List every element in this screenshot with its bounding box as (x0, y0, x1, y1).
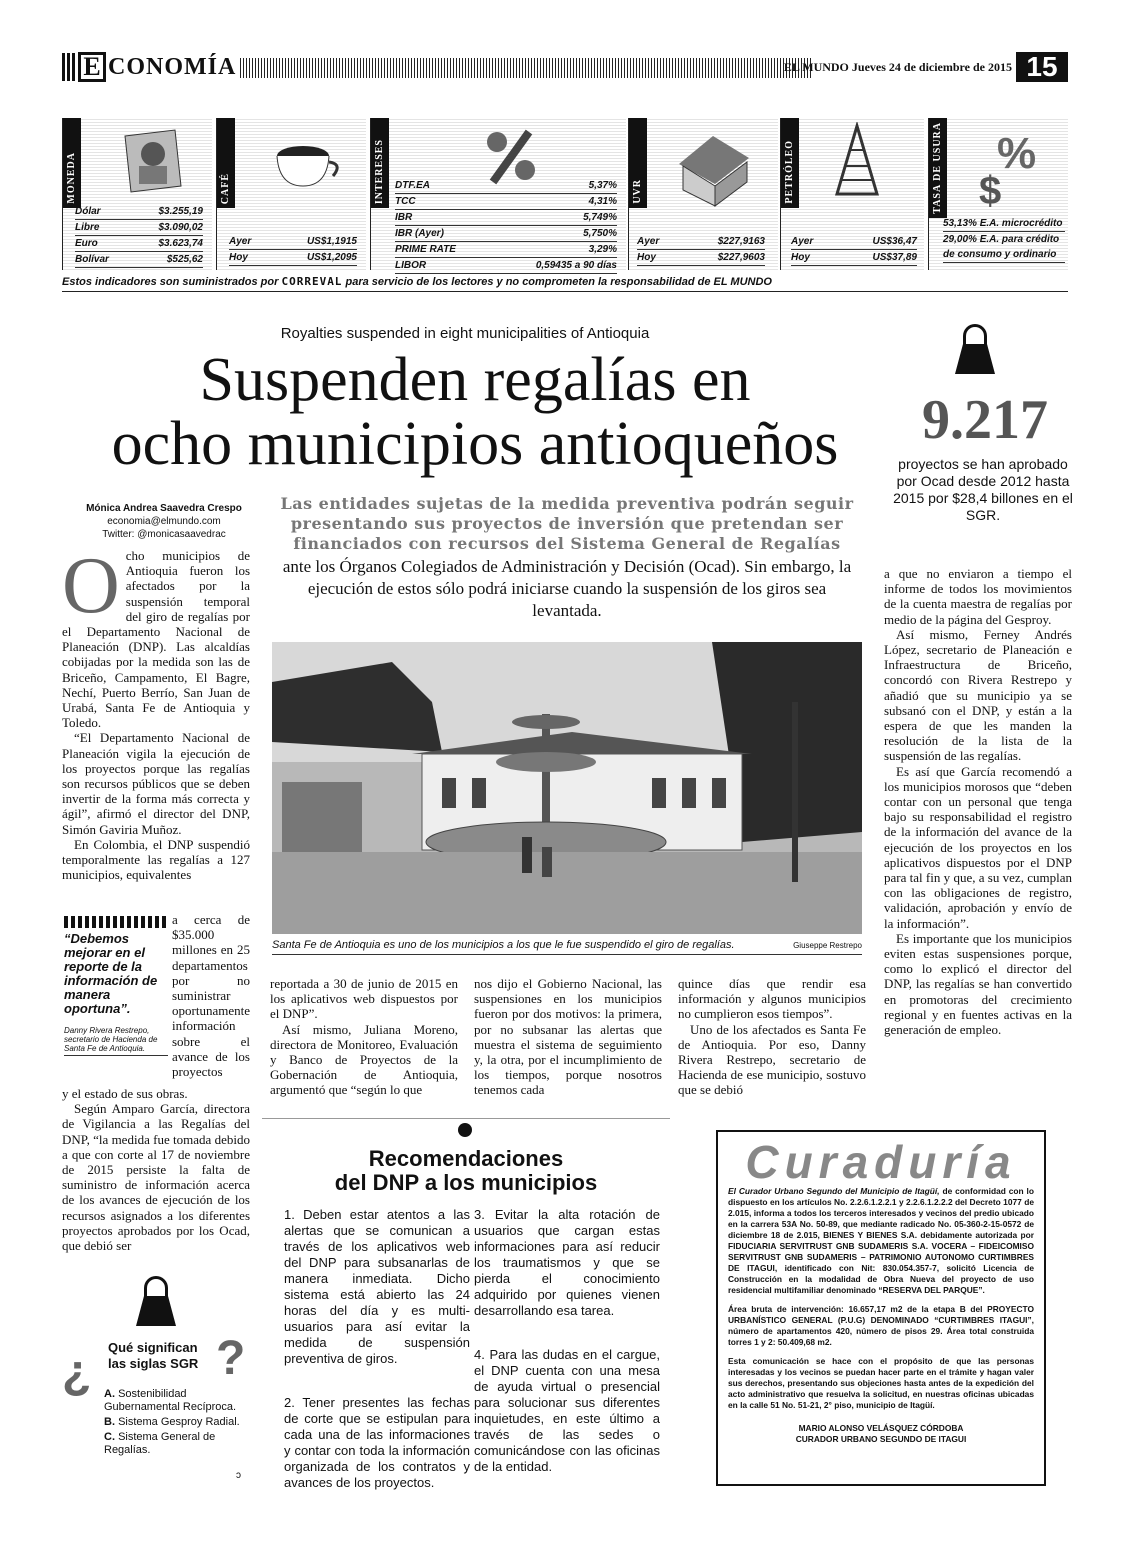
page-mark: ɔ (236, 1470, 241, 1481)
ad-body (728, 1186, 1034, 1411)
recommendation-item: 3. Evitar la alta rotación de usuarios que cargan estas informaciones para así reducir los traumatismos y que se pierda el conocimiento adquirido por quienes vienen desarrollando esa tarea. (474, 1207, 660, 1318)
oil-rig-icon (827, 122, 887, 209)
column-2 (270, 976, 458, 1098)
indicators-footer (62, 274, 1068, 292)
section-initial: E (78, 52, 106, 82)
drop-cap: O (62, 542, 120, 630)
svg-text:%: % (997, 129, 1037, 178)
intereses-row: DTF.EA 5,37% (395, 178, 617, 194)
tab-intereses: INTERESES (371, 118, 389, 208)
column-1 (62, 542, 250, 883)
petroleo-row: Hoy US$37,89 (791, 250, 917, 266)
uvr-row: Ayer $227,9163 (637, 234, 765, 250)
ad-paragraph: Área bruta de intervención: 16.657,17 m2 de la etapa B del PROYECTO URBANÍSTICO GENERAL (P.U.G) DENOMINADO “CURTIMBRES ITAGUI”, número de apartamentos 420, número de pisos 29. Área total construida torres 1 y 2: 50.409,68 m2. (728, 1304, 1034, 1347)
curaduria-ad (716, 1130, 1046, 1486)
photo-santa-fe-plaza (272, 642, 862, 934)
stat-number: 9.217 (922, 389, 1048, 451)
paragraph: cho municipios de Antioquia fueron los afectados por la suspensión temporal del giro de regalías por el Departamento Nacional de Planeación (DNP). Las alcaldías cobijadas por la medida son las de Briceño, Campamento, El Bagre, Nechí, Puerto Berrío, San Juan de Urabá, Santa Fe de Antioquia y Toledo. (62, 548, 250, 731)
paragraph: Así mismo, Ferney Andrés López, secretario de Planeación e Infraestructura de Briceño, concordó con Rivera Restrepo y añadió que su municipio ya se subsanó con el DNP, y están a la espera de que les manden la resolución de la lista de la suspensión de las regalías. (884, 626, 1072, 764)
indicators-row (62, 118, 1068, 270)
sgr-quiz (60, 1264, 250, 1494)
recommendations-title (262, 1147, 670, 1195)
paragraph: Uno de los afectados es Santa Fe de Antioquia. Por eso, Danny Rivera Restrepo, secretario de Hacienda de ese municipio, sostuvo que se debió (678, 1021, 866, 1098)
paragraph: Así mismo, Juliana Moreno, directora de Monitoreo, Evaluación y Banco de Proyectos de la Gobernación de Antioquia, argumentó que “según lo que (270, 1021, 458, 1098)
lede: ante los Órganos Colegiados de Administración y Decisión (Ocad). Sin embargo, la ejecución de estos sólo podrá iniciarse cuando la suspensión de los giros sea levantada. (282, 557, 852, 620)
photo-credit: Giuseppe Restrepo (793, 941, 862, 950)
paragraph: y el estado de sus obras. (62, 1086, 188, 1101)
caption-text: Santa Fe de Antioquia es uno de los municipios a los que le fue suspendido el giro de regalías. (272, 939, 735, 951)
panel-usura (928, 118, 1068, 270)
paragraph: Según Amparo García, directora de Vigilancia a las Regalías del DNP, “la medida fue tomada debido a que con corte al 17 de noviembre de 2015 persiste la falta de suministro de información acerca de los avances de ejecución de los recursos asignados a los diferentes proyectos aprobados por los Ocad, que debió ser (62, 1101, 250, 1254)
headline-line: ocho municipios antioqueños (111, 410, 839, 478)
moneda-row: Bolívar $525,62 (75, 252, 203, 268)
column-3 (474, 976, 662, 1098)
recommendation-item: 4. Para las dudas en el cargue, el DNP cuenta con una mesa de ayuda virtual o presencial para solucionar sus diferentes inquietudes, en este último a través de las sedes o comunicándose con las oficinas de la entidad. (474, 1347, 660, 1474)
question-mark-close-icon: ? (216, 1332, 246, 1385)
section-name: CONOMÍA (108, 54, 237, 80)
recommendation-item: 1. Deben estar atentos a las alertas que se comunican a través de los aplicativos web del DNP para subsanarlas de manera inmediata. Dicho sistema está abierto las 24 horas del día y es multi-usuarios para así evitar la medida de suspensión preventiva de giros. (284, 1207, 470, 1366)
pointer-tail-icon (924, 534, 948, 565)
binder-clip-icon (136, 1276, 176, 1328)
binder-clip-icon (955, 324, 995, 376)
panel-moneda (62, 118, 212, 270)
intereses-row: TCC 4,31% (395, 194, 617, 210)
paragraph: Es importante que los municipios eviten estas suspensiones porque, como lo explicó el director del DNP, las regalías se han convertido en promotoras del crecimiento regional y en fuentes activas en la generación de empleo. (884, 930, 1072, 1038)
quiz-option-c: C. Sistema General de Regalías. (104, 1431, 216, 1456)
usura-line: de consumo y ordinario (943, 247, 1065, 263)
recommendations-col-1 (284, 1207, 470, 1505)
footer-text: Estos indicadores son suministrados por (62, 276, 279, 288)
panel-intereses (370, 118, 626, 270)
headline (60, 348, 890, 476)
quiz-title: Qué significan las siglas SGR (108, 1340, 199, 1371)
quote-author: Danny Rivera Restrepo, secretario de Hacienda de Santa Fe de Antioquia. (64, 1026, 168, 1056)
uvr-table (637, 234, 765, 266)
usura-line: 29,00% E.A. para crédito (943, 234, 1060, 245)
paragraph: Es así que García recomendó a los municipios morosos que “deben contar con un personal que tenga bajo su responsabilidad el registro de la información del avance de la ejecución de los proyectos en los aplicativos dispuestos por el DNP para tal fin y que, a su vez, cumplan con las obligaciones de registro, validación, aprobación y envío de la información”. (884, 763, 1072, 931)
stat-caption: proyectos se han aprobado por Ocad desde 2012 hasta 2015 por $28,4 billones en el SGR. (893, 456, 1073, 523)
author-email: economia@elmundo.com (107, 516, 221, 527)
intereses-table (395, 178, 617, 274)
signer-title: CURADOR URBANO SEGUNDO DE ITAGUI (795, 1434, 967, 1444)
paper-date: EL MUNDO Jueves 24 de diciembre de 2015 (783, 60, 1012, 74)
paragraph: En Colombia, el DNP suspendió temporalmente las regalías a 127 municipios, equivalentes (62, 836, 250, 883)
photo-caption (272, 938, 862, 955)
kicker: Royalties suspended in eight municipalities of Antioquia (280, 325, 650, 342)
panel-petroleo (780, 118, 924, 270)
quiz-options (104, 1388, 244, 1459)
recommendations-box (262, 1118, 670, 1490)
tab-petroleo: PETRÓLEO (781, 118, 799, 208)
ad-signature (728, 1423, 1034, 1445)
author-twitter: Twitter: @monicasaavedrac (102, 529, 226, 540)
title-line: Recomendaciones (368, 1146, 564, 1171)
tab-usura: TASA DE USURA (929, 118, 947, 218)
moneda-table (75, 204, 203, 268)
tab-moneda: MONEDA (63, 118, 81, 208)
page-number: 15 (1016, 52, 1068, 82)
recommendations-col-2 (474, 1207, 660, 1489)
paragraph: “El Departamento Nacional de Planeación vigila la ejecución de los proyectos porque las regalías son recursos públicos que se deben invertir de la forma más correcta y ágil”, afirmó el director del DNP, Simón Gaviria Muñoz. (62, 730, 250, 837)
panel-cafe (216, 118, 366, 270)
dollar-percent-icon (969, 120, 1059, 221)
column-1-wrap (172, 912, 250, 1079)
question-mark-open-icon: ¿ (62, 1346, 92, 1399)
cafe-row: Hoy US$1,2095 (229, 250, 357, 266)
usura-lines (943, 216, 1065, 263)
footer-text: para servicio de los lectores y no comprometen la responsabilidad de EL MUNDO (345, 276, 772, 288)
moneda-row: Euro $3.623,74 (75, 236, 203, 252)
column-5 (884, 566, 1072, 1037)
paragraph: nos dijo el Gobierno Nacional, las suspensiones en los municipios fueron por dos motivos: la primera, por no subsanar las alertas que muestra el sistema de seguimiento y, la otra, por el incumplimiento de los tiempos, porque nosotros tenemos cada (474, 976, 662, 1098)
intereses-row: LIBOR 0,59435 a 90 días (395, 258, 617, 274)
moneda-row: Libre $3.090,02 (75, 220, 203, 236)
signer-name: MARIO ALONSO VELÁSQUEZ CÓRDOBA (798, 1423, 964, 1433)
petroleo-table (791, 234, 917, 266)
svg-text:$: $ (979, 169, 1002, 210)
quote-marks (64, 916, 168, 928)
petroleo-row: Ayer US$36,47 (791, 234, 917, 250)
ad-title: Curaduría (745, 1136, 1017, 1188)
usura-line: 53,13% E.A. microcrédito (943, 216, 1065, 232)
paragraph: quince días que rendir esa información y algunos municipios no cumplieron esos tiempos”. (678, 976, 866, 1022)
tab-uvr: UVR (629, 118, 647, 208)
header-rule (240, 58, 812, 78)
house-icon (669, 128, 759, 219)
recommendation-item: 2. Tener presentes las fechas de corte que se estipulan para cada una de las informaciones y contar con toda la información organizada de los contratos y avances de los proyectos. (284, 1395, 470, 1490)
section-header (62, 52, 1068, 82)
tab-cafe: CAFÉ (217, 118, 235, 208)
header-stripes (62, 53, 76, 81)
headline-line: Suspenden regalías en (199, 346, 751, 414)
quote-text: “Debemos mejorar en el reporte de la información de manera oportuna”. (64, 931, 158, 1016)
author-name: Mónica Andrea Saavedra Crespo (86, 503, 242, 514)
cafe-row: Ayer US$1,1915 (229, 234, 357, 250)
section-title (62, 52, 236, 82)
banknote-portrait-icon (115, 126, 189, 211)
column-4 (678, 976, 866, 1098)
cafe-table (229, 234, 357, 266)
byline (64, 502, 264, 541)
quiz-option-a: A. Sostenibilidad Gubernamental Recíproca. (104, 1388, 237, 1413)
paragraph: reportada a 30 de junio de 2015 en los aplicativos web dispuestos por el DNP”. (270, 976, 458, 1022)
intereses-row: IBR (Ayer) 5,750% (395, 226, 617, 242)
pull-quote (64, 916, 168, 1056)
ad-paragraph: El Curador Urbano Segundo del Municipio de Itagüí, de conformidad con lo dispuesto en los artículos No. 2.2.6.1.2.2.1 y 2.2.6.1.2.2.2 del Decreto 1077 de 2.015, informa a todos los terceros interesados y vecinos del predio ubicado en la carrera 53A No. 50-89, que mediante radicado No. 05-360-2-15-0572 de diciembre 18 de 2.015, BIENES Y BIENES S.A. debidamente autorizada por FIDUCIARIA SERVITRUST GNB SUDAMERIS S.A. VOCERA – FIDEICOMISO SERVITRUST GNB SUDAMERIS – PATRIMONIO AUTONOMO CURTIMBRES DE ITAGUI, identificado con Nit: 830.054.357-7, solicitó Licencia de Construcción en la modalidad de Obra Nueva del proyecto de uso residencial multifamiliar denominado “RESERVA DEL PARQUE”. (728, 1186, 1034, 1295)
title-line: del DNP a los municipios (334, 1170, 598, 1195)
pin-icon (458, 1123, 472, 1137)
uvr-row: Hoy $227,9603 (637, 250, 765, 266)
paragraph: a cerca de $35.000 millones en 25 departamentos por no suministrar oportunamente información sobre el avance de los proyectos (172, 912, 250, 1080)
paragraph: a que no enviaron a tiempo el informe de todos los movimientos de la cuenta maestra de regalías por medio de la página del Gesproy. (884, 566, 1072, 627)
panel-uvr (628, 118, 778, 270)
ad-paragraph: Esta comunicación se hace con el propósito de que las personas interesadas y los vecinos se puedan hacer parte en el trámite y hagan valer sus derechos, presentando sus objeciones hasta antes de la expedición del acto administrativo que resuelva la solicitud, en nuestras oficinas ubicadas en la calle 51 No. 51-21, 2° piso, municipio de Itagüí. (728, 1356, 1034, 1410)
intereses-row: PRIME RATE 3,29% (395, 242, 617, 258)
column-1-bottom (62, 1086, 250, 1253)
lede-highlight: Las entidades sujetas de la medida preventiva podrán seguir presentando sus proyectos de inversión que pretendan ser financiados con recursos del Sistema General de Regalías (280, 494, 854, 553)
quiz-option-b: B. Sistema Gesproy Radial. (104, 1416, 240, 1428)
moneda-row: Dólar $3.255,19 (75, 204, 203, 220)
intereses-row: IBR 5,749% (395, 210, 617, 226)
coffee-cup-icon (267, 132, 347, 203)
correval-logo: CORREVAL (281, 275, 343, 288)
